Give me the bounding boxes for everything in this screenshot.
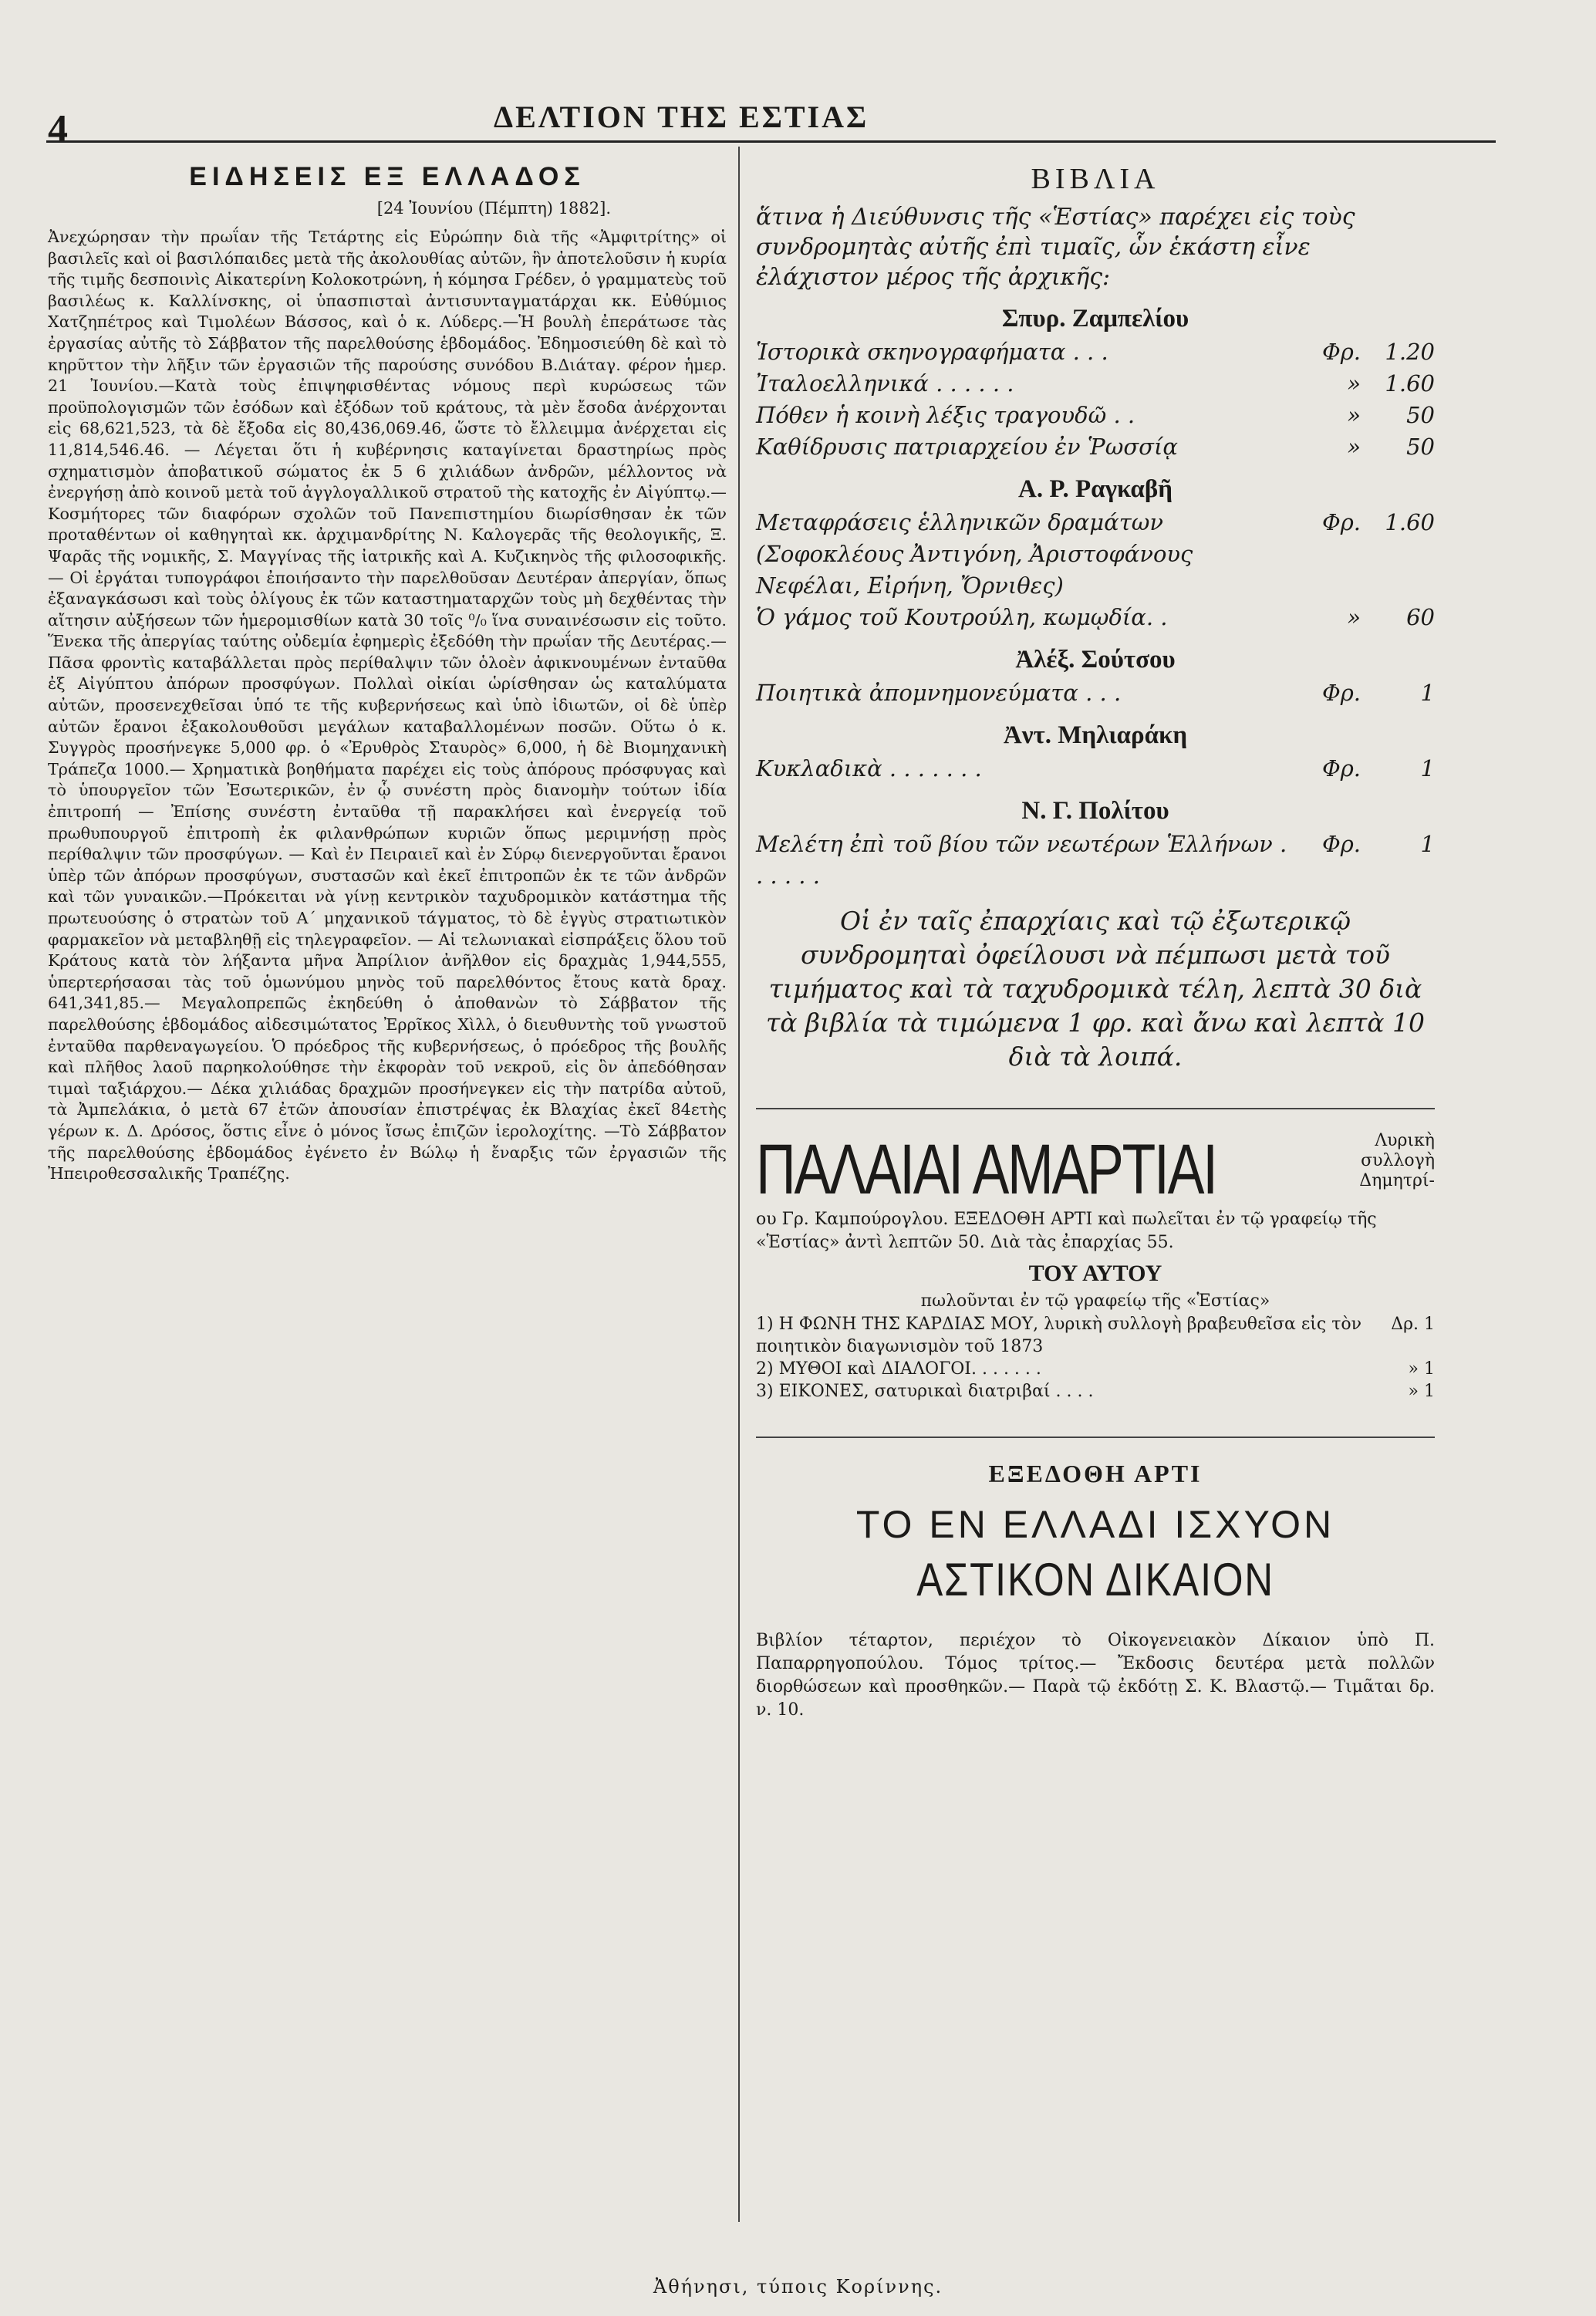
book-currency: Φρ. [1321,755,1361,782]
ad-item-price: » 1 [1408,1382,1435,1401]
news-date: [24 Ἰουνίου (Πέμπτη) 1882]. [376,199,611,218]
printer-imprint: Ἀθήνησι, τύποις Κορίννης. [653,2276,943,2297]
ad-item [756,1380,1435,1403]
ad-item-price: Δρ. 1 [1391,1315,1435,1334]
author-heading: Ν. Γ. Πολίτου [1021,797,1169,825]
book-title: Καθίδρυσις πατριαρχείου ἐν Ῥωσσίᾳ [756,434,1178,460]
book-price: 60 [1406,604,1435,630]
ad-subtext: πωλοῦνται ἐν τῷ γραφείῳ τῆς «Ἑστίας» [920,1291,1270,1311]
book-row [756,829,1435,892]
ad-item-title: 2) ΜΥΘΟΙ καὶ ΔΙΑΛΟΓΟΙ. . . . . . . [756,1359,1041,1379]
book-currency: » [1347,370,1361,397]
book-title-line1: ΤΟ ΕΝ ΕΛΛΑΔΙ ΙΣΧΥΟΝ [855,1503,1335,1546]
book-currency: Φρ. [1321,831,1361,857]
section-divider [756,1108,1435,1109]
ad-item-title: 3) ΕΙΚΟΝΕΣ, σατυρικαὶ διατριβαί . . . . [756,1382,1094,1401]
page-number: 4 [48,107,68,151]
news-column [48,162,727,1185]
book-title-line2: ΑΣΤΙΚΟΝ ΔΙΚΑΙΟΝ [916,1554,1274,1605]
book-price: 1.20 [1385,339,1435,365]
book-title: Μελέτη ἐπὶ τοῦ βίου τῶν νεωτέρων Ἑλλήνων . . . . . . [756,831,1287,889]
book-title: Ἰταλοελληνικά . . . . . . [756,370,1014,397]
book-currency: Φρ. [1321,680,1361,706]
book-row [756,753,1435,785]
ad-big-title: ΠΑΛΑΙΑΙ ΑΜΑΡΤΙΑΙ [756,1130,1216,1209]
author-heading: Ἀντ. Μηλιαράκη [1003,721,1188,749]
book-price: 1.60 [1385,509,1435,535]
author-heading: Σπυρ. Ζαμπελίου [1001,305,1189,333]
ad-item [756,1313,1435,1358]
books-intro: ἅτινα ἡ Διεύθυνσις τῆς «Ἑστίας» παρέχει εἰς τοὺς συνδρομητὰς αὐτῆς ἐπὶ τιμαῖς, ὧν ἑκάστη εἶνε ἐλάχιστον μέρος τῆς ἀρχικῆς: [756,204,1355,291]
book-row [756,507,1435,602]
book-currency: Φρ. [1321,339,1361,365]
book-price: 50 [1406,434,1435,460]
ad-item-price: » 1 [1408,1359,1435,1379]
ad-item [756,1358,1435,1380]
book-currency: Φρ. [1321,509,1361,535]
ad-subheading: ΤΟΥ ΑΥΤΟΥ [1028,1261,1162,1286]
news-heading: ΕΙΔΗΣΕΙΣ ΕΞ ΕΛΛΑΔΟΣ [189,162,585,191]
book-currency: » [1347,402,1361,428]
book-price: 1.60 [1385,370,1435,397]
running-title: ΔΕΛΤΙΟΝ ΤΗΣ ΕΣΤΙΑΣ [494,100,869,134]
news-body: Ἀνεχώρησαν τὴν πρωΐαν τῆς Τετάρτης εἰς Εὐρώπην διὰ τῆς «Ἀμφιτρίτης» οἱ βασιλεῖς καὶ οἱ βασιλόπαιδες μετὰ τῆς ἀκολουθίας αὐτῶν, ἣν ἀποτελοῦσιν ἡ κυρία τῆς τιμῆς δεσποινὶς Αἰκατερίνη Κολοκοτρώνη, ἡ κόμησα Γρέδεν, ὁ γραμματεὺς τοῦ βασιλέως κ. Καλλίνσκης, οἱ ὑπασπισταὶ ἀντισυνταγματάρχαι κκ. Εὐθύμιος Χατζηπέτρος καὶ Τιμολέων Βάσσος, καὶ ὁ κ. Λύδερς.—Ἡ βουλὴ ἐπεράτωσε τὰς ἐργασίας αὐτῆς τὸ Σάββατον τῆς παρελθούσης ἑβδομάδος. Ἐδημοσιεύθη δὲ καὶ τὸ κηρῦττον τὴν λῆξιν τῶν ἐργασιῶν τῆς παρούσης συνόδου Β.Διάταγ. φέρον ἡμερ. 21 Ἰουνίου.—Κατὰ τοὺς ἐπιψηφισθέντας νόμους περὶ κυρώσεως τῶν προϋπολογισμῶν τῶν ἐσόδων καὶ ἐξόδων τοῦ κράτους, τὰ μὲν ἔσοδα ἀνέρχονται εἰς 68,621,523, τὰ δὲ ἔξοδα εἰς 80,436,069.46, ὥστε τὸ ἔλλειμμα ἀνέρχεται εἰς 11,814,546.46. — Λέγεται ὅτι ἡ κυβέρνησις καταγίνεται δραστηρίως πρὸς σχηματισμὸν ἀποβατικοῦ σώματος ἐκ 5 6 χιλιάδων ἀνδρῶν, μέλλοντος νὰ ἐνεργήσῃ ἀπὸ κοινοῦ μετὰ τοῦ ἀγγλογαλλικοῦ στρατοῦ τὴς κατοχῆς ἐν Αἰγύπτῳ.—Κοσμήτορες τῶν διαφόρων σχολῶν τοῦ Πανεπιστημίου διωρίσθησαν ἐκ τῶν προταθέντων οἱ καθηγηταὶ κκ. ἀρχιμανδρίτης Ν. Καλογερᾶς τῆς θεολογικῆς, Ξ. Ψαρᾶς τῆς νομικῆς, Σ. Μαγγίνας τῆς ἰατρικῆς καὶ Α. Κυζικηνὸς τῆς φιλοσοφικῆς.— Οἱ ἐργάται τυπογράφοι ἐποιήσαντο τὴν παρελθοῦσαν Δευτέραν ἀπεργίαν, ὅπως ἐξαναγκάσωσι καὶ τοὺς ὀλίγους ἐκ τῶν καταστηματαρχῶν τοὺς μὴ δεχθέντας τὴν αἴτησιν αὐξήσεων τῶν ἡμερομισθίων κατὰ 30 τοῖς ⁰/₀ ἵνα συναινέσωσιν εἰς τοῦτο. Ἕνεκα τῆς ἀπεργίας ταύτης οὐδεμία ἐφημερὶς ἐξεδόθη τὴν πρωΐαν τῆς Δευτέρας.—Πᾶσα φροντὶς καταβάλλεται πρὸς περίθαλψιν τῶν ὁλοὲν ἀφικνουμένων ἐνταῦθα ἐξ Αἰγύπτου ἀπόρων προσφύγων. Πολλαὶ οἰκίαι ὡρίσθησαν ὡς καταλύματα αὐτῶν, προσενεχθεῖσαι ὑπό τε τῆς κυβερνήσεως καὶ ὑπὸ ἰδιωτῶν, οἱ δὲ ὑπὲρ αὐτῶν ἔρανοι ἐξακολουθοῦσι μεγάλων καταβαλλομένων ποσῶν. Οὕτω ὁ κ. Συγγρὸς προσήνεγκε 5,000 φρ. ὁ «Ἐρυθρὸς Σταυρὸς» 6,000, ἡ δὲ Βιομηχανικὴ Τράπεζα 1000.— Χρηματικὰ βοηθήματα παρέχει εἰς τοὺς ἀπόρους πρόσφυγας καὶ τὸ ὑπουργεῖον τῶν Ἐσωτερικῶν, ἐν ᾧ συνέστη πρὸς διανομὴν τούτων ἰδία ἐπιτροπή — Ἐπίσης συνέστη ἐνταῦθα τῇ παρακλήσει καὶ ἐνεργείᾳ τοῦ πρωθυπουργοῦ ἐπιτροπὴ ἐκ φιλανθρώπων κυριῶν ὅπως μεριμνήσῃ πρὸς περίθαλψιν τῶν προσφύγων. — Καὶ ἐν Πειραιεῖ καὶ ἐν Σύρῳ διενεργοῦνται ἔρανοι ὑπὲρ τῶν ἀπόρων προσφύγων, συστασῶν καὶ ἐκεῖ ἐπιτροπῶν ἐκ τε τῶν ἀνδρῶν καὶ τῶν γυναικῶν.—Πρόκειται νὰ γίνῃ κεντρικὸν ταχυδρομικὸν κατάστημα τῆς πρωτευούσης ὁ στρατὼν τοῦ Α´ μηχανικοῦ τάγματος, τὸ δὲ ἐγγὺς στρατιωτικὸν φαρμακεῖον νὰ μεταβληθῇ εἰς τηλεγραφεῖον. — Αἱ τελωνιακαὶ εἰσπράξεις ὅλου τοῦ Κράτους κατὰ τὸν λήξαντα μῆνα Ἀπρίλιον ἀνῆλθον εἰς δραχμὰς 1,944,555, ὑπερτερήσασαι τὰς τοῦ ὁμωνύμου μηνὸς τοῦ παρελθόντος ἔτους κατὰ δραχ. 641,341,85.— Μεγαλοπρεπῶς ἐκηδεύθη ὁ ἀποθανὼν τὸ Σάββατον τῆς παρελθούσης ἑβδομάδος αἰδεσιμώτατος Ἐρρῖκος Χὶλλ, ὁ διευθυντὴς τοῦ γνωστοῦ ἐνταῦθα παρθεναγωγείου. Ὁ πρόεδρος τῆς κυβερνήσεως, ὁ πρόεδρος τῆς βουλῆς καὶ πλῆθος λαοῦ παρηκολούθησε τὴν ἐκφορὰν τοῦ νεκροῦ, εἰς ὃν ἀπεδόθησαν τιμαὶ ταξιάρχου.— Δέκα χιλιάδας δραχμῶν προσήνεγκεν εἰς τὴν πατρίδα αὐτοῦ, τὰ Ἀμπελάκια, ὁ μετὰ 67 ἐτῶν ἀπουσίαν ἐπιστρέψας ἐκ Βλαχίας ἐκεῖ 84ετὴς γέρων κ. Δ. Δρόσος, ὅστις εἶνε ὁ μόνος ἴσως ἐπιζῶν ἱερολοχίτης. —Τὸ Σάββατον τῆς παρελθούσης ἑβδομάδος ἐγένετο ἐν Βώλῳ ἡ ἔναρξις τῶν ἐργασιῶν τῆς Ἠπειροθεσσαλικῆς Τραπέζης. [48,228,727,1183]
book-price: 1 [1420,680,1435,706]
section-divider [756,1437,1435,1438]
book-row [756,368,1435,400]
book-row [756,431,1435,463]
author-heading: Α. Ρ. Ραγκαβῆ [1018,475,1173,503]
book-row [756,400,1435,431]
book-row [756,336,1435,368]
book-price: 50 [1406,402,1435,428]
book-currency: » [1347,604,1361,630]
book-price: 1 [1420,831,1435,857]
ad-title-row [756,1131,1435,1208]
book-currency: » [1347,434,1361,460]
books-column [756,162,1435,1722]
header-rule [46,140,1496,143]
book-title: Ποιητικὰ ἀπομνημονεύματα . . . [756,680,1122,706]
book-title: Ἱστορικὰ σκηνογραφήματα . . . [756,339,1108,365]
postage-note: Οἱ ἐν ταῖς ἐπαρχίαις καὶ τῷ ἐξωτερικῷ συνδρομηταὶ ὀφείλουσι νὰ πέμπωσι μετὰ τοῦ τιμήματος καὶ τὰ ταχυδρομικὰ τέλη, λεπτὰ 30 διὰ τὰ βιβλία τὰ τιμώμενα 1 φρ. καὶ ἄνω καὶ λεπτὰ 10 διὰ τὰ λοιπά. [765,906,1426,1072]
ad-text: ου Γρ. Καμπούρογλου. ΕΞΕΔΟΘΗ ΑΡΤΙ καὶ πωλεῖται ἐν τῷ γραφείῳ τῆς «Ἑστίας» ἀντὶ λεπτῶν 50. Διὰ τὰς ἐπαρχίας 55. [756,1210,1377,1252]
book-price: 1 [1420,755,1435,782]
books-heading: ΒΙΒΛΙΑ [1031,163,1160,195]
book-title: Ὁ γάμος τοῦ Κουτρούλη, κωμῳδία. . [756,604,1168,630]
book-title: Πόθεν ἡ κοινὴ λέξις τραγουδῶ . . [756,402,1135,428]
book-title: Κυκλαδικὰ . . . . . . . [756,755,982,782]
column-divider [738,147,740,2222]
book-title: Μεταφράσεις ἑλληνικῶν δραμάτων (Σοφοκλέους Ἀντιγόνη, Ἀριστοφάνους Νεφέλαι, Εἰρήνη, Ὄρνιθες) [756,509,1193,599]
book-row [756,602,1435,633]
author-heading: Ἀλέξ. Σούτσου [1015,646,1176,674]
book-description: Βιβλίον τέταρτον, περιέχον τὸ Οἰκογενειακὸν Δίκαιον ὑπὸ Π. Παπαρρηγοπούλου. Τόμος τρίτος.— Ἔκδοσις δευτέρα μετὰ πολλῶν διορθώσεων καὶ προσθηκῶν.— Παρὰ τῷ ἐκδότῃ Σ. Κ. Βλαστῷ.— Τιμᾶται δρ. ν. 10. [756,1631,1435,1720]
published-heading: ΕΞΕΔΟΘΗ ΑΡΤΙ [988,1460,1203,1487]
ad-item-title: 1) Η ΦΩΝΗ ΤΗΣ ΚΑΡΔΙΑΣ ΜΟΥ, λυρικὴ συλλογὴ βραβευθεῖσα εἰς τὸν ποιητικὸν διαγωνισμὸν τοῦ 1873 [756,1315,1361,1356]
ad-side-text: Λυρικὴ συλλογὴ Δημητρί- [1359,1131,1435,1190]
book-row [756,677,1435,709]
